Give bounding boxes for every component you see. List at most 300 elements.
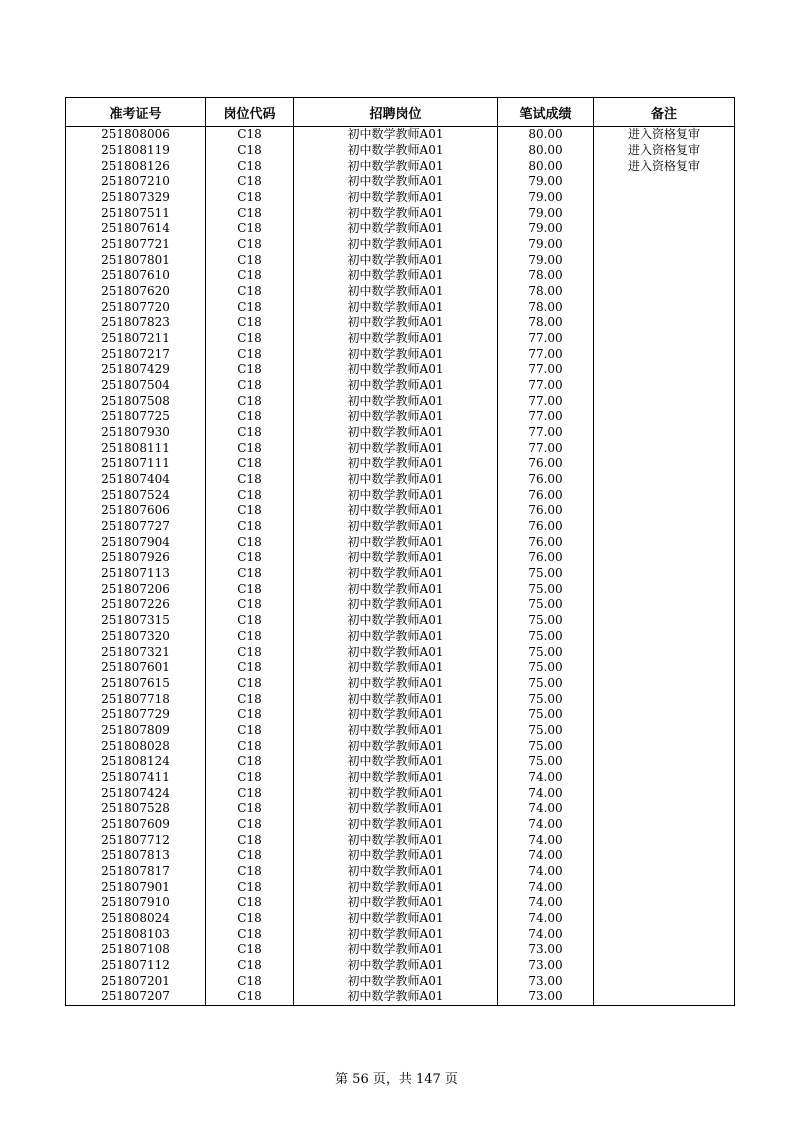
table-row <box>66 566 735 582</box>
cell-exam-id: 251807817 <box>66 864 206 880</box>
cell-position-code: C18 <box>206 895 294 911</box>
cell-exam-id: 251807524 <box>66 487 206 503</box>
cell-position-code: C18 <box>206 456 294 472</box>
table-row <box>66 723 735 739</box>
cell-position-code: C18 <box>206 770 294 786</box>
cell-remark <box>594 785 735 801</box>
cell-position: 初中数学教师A01 <box>294 409 498 425</box>
cell-score: 77.00 <box>498 362 594 378</box>
cell-score: 78.00 <box>498 315 594 331</box>
table-row <box>66 487 735 503</box>
cell-score: 73.00 <box>498 989 594 1005</box>
table-row <box>66 425 735 441</box>
cell-position: 初中数学教师A01 <box>294 284 498 300</box>
cell-position-code: C18 <box>206 660 294 676</box>
cell-score: 74.00 <box>498 817 594 833</box>
cell-remark <box>594 879 735 895</box>
cell-position-code: C18 <box>206 958 294 974</box>
cell-position-code: C18 <box>206 581 294 597</box>
cell-exam-id: 251807206 <box>66 581 206 597</box>
table-row <box>66 299 735 315</box>
cell-score: 80.00 <box>498 143 594 159</box>
cell-position: 初中数学教师A01 <box>294 817 498 833</box>
cell-remark <box>594 472 735 488</box>
cell-score: 79.00 <box>498 252 594 268</box>
cell-remark <box>594 503 735 519</box>
header-position: 招聘岗位 <box>294 98 498 127</box>
cell-score: 74.00 <box>498 848 594 864</box>
table-row <box>66 268 735 284</box>
cell-position: 初中数学教师A01 <box>294 644 498 660</box>
cell-exam-id: 251807610 <box>66 268 206 284</box>
cell-exam-id: 251807210 <box>66 174 206 190</box>
table-row <box>66 550 735 566</box>
cell-position: 初中数学教师A01 <box>294 566 498 582</box>
table-row <box>66 597 735 613</box>
cell-score: 76.00 <box>498 456 594 472</box>
cell-remark <box>594 252 735 268</box>
cell-exam-id: 251808006 <box>66 127 206 143</box>
cell-position: 初中数学教师A01 <box>294 660 498 676</box>
cell-position-code: C18 <box>206 785 294 801</box>
table-row <box>66 864 735 880</box>
cell-score: 77.00 <box>498 331 594 347</box>
cell-position: 初中数学教师A01 <box>294 190 498 206</box>
cell-position: 初中数学教师A01 <box>294 299 498 315</box>
cell-position: 初中数学教师A01 <box>294 487 498 503</box>
cell-position-code: C18 <box>206 440 294 456</box>
cell-exam-id: 251807528 <box>66 801 206 817</box>
cell-position-code: C18 <box>206 566 294 582</box>
table-row <box>66 691 735 707</box>
cell-exam-id: 251807720 <box>66 299 206 315</box>
table-row <box>66 895 735 911</box>
cell-position: 初中数学教师A01 <box>294 676 498 692</box>
cell-exam-id: 251807725 <box>66 409 206 425</box>
table-row <box>66 613 735 629</box>
cell-exam-id: 251807901 <box>66 879 206 895</box>
cell-exam-id: 251807606 <box>66 503 206 519</box>
cell-exam-id: 251807113 <box>66 566 206 582</box>
cell-score: 74.00 <box>498 770 594 786</box>
cell-remark <box>594 723 735 739</box>
cell-position-code: C18 <box>206 644 294 660</box>
cell-score: 76.00 <box>498 503 594 519</box>
table-row <box>66 676 735 692</box>
cell-exam-id: 251807424 <box>66 785 206 801</box>
cell-exam-id: 251807321 <box>66 644 206 660</box>
cell-remark: 进入资格复审 <box>594 143 735 159</box>
cell-position-code: C18 <box>206 926 294 942</box>
cell-score: 74.00 <box>498 895 594 911</box>
cell-position: 初中数学教师A01 <box>294 456 498 472</box>
cell-remark <box>594 832 735 848</box>
cell-score: 75.00 <box>498 644 594 660</box>
cell-score: 75.00 <box>498 738 594 754</box>
cell-position: 初中数学教师A01 <box>294 550 498 566</box>
cell-position-code: C18 <box>206 613 294 629</box>
cell-score: 79.00 <box>498 190 594 206</box>
table-row <box>66 519 735 535</box>
cell-exam-id: 251807112 <box>66 958 206 974</box>
cell-remark <box>594 346 735 362</box>
cell-exam-id: 251807809 <box>66 723 206 739</box>
table-row <box>66 221 735 237</box>
cell-position: 初中数学教师A01 <box>294 425 498 441</box>
cell-position-code: C18 <box>206 378 294 394</box>
cell-remark <box>594 566 735 582</box>
cell-remark <box>594 205 735 221</box>
table-row <box>66 331 735 347</box>
cell-score: 74.00 <box>498 785 594 801</box>
cell-position: 初中数学教师A01 <box>294 378 498 394</box>
table-row <box>66 456 735 472</box>
cell-position-code: C18 <box>206 315 294 331</box>
cell-score: 75.00 <box>498 581 594 597</box>
cell-exam-id: 251807329 <box>66 190 206 206</box>
cell-position: 初中数学教师A01 <box>294 362 498 378</box>
cell-position-code: C18 <box>206 158 294 174</box>
table-row <box>66 581 735 597</box>
cell-position-code: C18 <box>206 143 294 159</box>
cell-exam-id: 251808111 <box>66 440 206 456</box>
cell-exam-id: 251807904 <box>66 534 206 550</box>
cell-score: 76.00 <box>498 550 594 566</box>
cell-exam-id: 251808028 <box>66 738 206 754</box>
cell-score: 78.00 <box>498 268 594 284</box>
cell-exam-id: 251807320 <box>66 629 206 645</box>
cell-remark <box>594 770 735 786</box>
table-row <box>66 409 735 425</box>
cell-position-code: C18 <box>206 801 294 817</box>
cell-position-code: C18 <box>206 832 294 848</box>
cell-score: 79.00 <box>498 174 594 190</box>
cell-position: 初中数学教师A01 <box>294 237 498 253</box>
cell-exam-id: 251807511 <box>66 205 206 221</box>
cell-score: 75.00 <box>498 691 594 707</box>
cell-exam-id: 251807614 <box>66 221 206 237</box>
cell-position: 初中数学教师A01 <box>294 346 498 362</box>
cell-position: 初中数学教师A01 <box>294 158 498 174</box>
cell-score: 73.00 <box>498 942 594 958</box>
table-row <box>66 205 735 221</box>
cell-score: 76.00 <box>498 487 594 503</box>
cell-position-code: C18 <box>206 487 294 503</box>
cell-remark <box>594 817 735 833</box>
table-row <box>66 190 735 206</box>
cell-remark <box>594 629 735 645</box>
cell-score: 77.00 <box>498 393 594 409</box>
header-remark: 备注 <box>594 98 735 127</box>
cell-position-code: C18 <box>206 346 294 362</box>
cell-position-code: C18 <box>206 331 294 347</box>
cell-position-code: C18 <box>206 629 294 645</box>
cell-remark <box>594 221 735 237</box>
cell-position-code: C18 <box>206 425 294 441</box>
cell-remark <box>594 440 735 456</box>
cell-exam-id: 251807712 <box>66 832 206 848</box>
cell-exam-id: 251807504 <box>66 378 206 394</box>
cell-score: 75.00 <box>498 676 594 692</box>
header-row <box>66 98 735 127</box>
cell-remark <box>594 378 735 394</box>
cell-exam-id: 251807211 <box>66 331 206 347</box>
table-row <box>66 707 735 723</box>
table-row <box>66 644 735 660</box>
table-row <box>66 989 735 1005</box>
cell-remark <box>594 613 735 629</box>
cell-position-code: C18 <box>206 205 294 221</box>
table-row <box>66 440 735 456</box>
header-exam-id: 准考证号 <box>66 98 206 127</box>
table-row <box>66 503 735 519</box>
cell-position: 初中数学教师A01 <box>294 770 498 786</box>
table-row <box>66 378 735 394</box>
cell-exam-id: 251808126 <box>66 158 206 174</box>
cell-remark <box>594 801 735 817</box>
cell-remark <box>594 958 735 974</box>
cell-position: 初中数学教师A01 <box>294 926 498 942</box>
cell-remark <box>594 284 735 300</box>
cell-exam-id: 251807729 <box>66 707 206 723</box>
cell-exam-id: 251807111 <box>66 456 206 472</box>
cell-position: 初中数学教师A01 <box>294 973 498 989</box>
cell-exam-id: 251807926 <box>66 550 206 566</box>
cell-position: 初中数学教师A01 <box>294 221 498 237</box>
cell-remark <box>594 895 735 911</box>
cell-remark <box>594 597 735 613</box>
cell-remark <box>594 864 735 880</box>
cell-remark <box>594 268 735 284</box>
cell-position: 初中数学教师A01 <box>294 801 498 817</box>
cell-position-code: C18 <box>206 550 294 566</box>
cell-score: 77.00 <box>498 425 594 441</box>
cell-remark <box>594 926 735 942</box>
cell-exam-id: 251807813 <box>66 848 206 864</box>
cell-position: 初中数学教师A01 <box>294 691 498 707</box>
header-position-code: 岗位代码 <box>206 98 294 127</box>
cell-remark <box>594 550 735 566</box>
cell-position-code: C18 <box>206 534 294 550</box>
cell-position-code: C18 <box>206 190 294 206</box>
table-row <box>66 770 735 786</box>
table-row <box>66 252 735 268</box>
cell-score: 79.00 <box>498 237 594 253</box>
cell-score: 75.00 <box>498 707 594 723</box>
cell-score: 80.00 <box>498 158 594 174</box>
cell-position-code: C18 <box>206 989 294 1005</box>
cell-exam-id: 251807801 <box>66 252 206 268</box>
cell-remark: 进入资格复审 <box>594 158 735 174</box>
cell-remark <box>594 190 735 206</box>
cell-remark <box>594 534 735 550</box>
cell-position-code: C18 <box>206 503 294 519</box>
cell-remark <box>594 456 735 472</box>
cell-position-code: C18 <box>206 879 294 895</box>
table-row <box>66 393 735 409</box>
cell-score: 75.00 <box>498 723 594 739</box>
cell-exam-id: 251807601 <box>66 660 206 676</box>
table-row <box>66 754 735 770</box>
cell-position-code: C18 <box>206 738 294 754</box>
cell-position: 初中数学教师A01 <box>294 143 498 159</box>
cell-position-code: C18 <box>206 252 294 268</box>
cell-position: 初中数学教师A01 <box>294 958 498 974</box>
cell-position-code: C18 <box>206 942 294 958</box>
cell-remark <box>594 409 735 425</box>
table-row <box>66 284 735 300</box>
cell-position-code: C18 <box>206 864 294 880</box>
cell-remark <box>594 237 735 253</box>
cell-position-code: C18 <box>206 393 294 409</box>
cell-position-code: C18 <box>206 519 294 535</box>
cell-position: 初中数学教师A01 <box>294 472 498 488</box>
cell-exam-id: 251807207 <box>66 989 206 1005</box>
cell-score: 76.00 <box>498 519 594 535</box>
cell-score: 75.00 <box>498 754 594 770</box>
cell-remark <box>594 299 735 315</box>
cell-position-code: C18 <box>206 127 294 143</box>
cell-position: 初中数学教师A01 <box>294 315 498 331</box>
cell-score: 77.00 <box>498 440 594 456</box>
cell-exam-id: 251807429 <box>66 362 206 378</box>
cell-exam-id: 251807315 <box>66 613 206 629</box>
cell-position: 初中数学教师A01 <box>294 738 498 754</box>
cell-score: 77.00 <box>498 409 594 425</box>
cell-exam-id: 251807108 <box>66 942 206 958</box>
cell-exam-id: 251807609 <box>66 817 206 833</box>
cell-score: 73.00 <box>498 958 594 974</box>
cell-remark <box>594 660 735 676</box>
cell-remark <box>594 425 735 441</box>
cell-position: 初中数学教师A01 <box>294 785 498 801</box>
cell-position-code: C18 <box>206 754 294 770</box>
table-row <box>66 848 735 864</box>
cell-score: 79.00 <box>498 221 594 237</box>
table-row <box>66 472 735 488</box>
cell-exam-id: 251807718 <box>66 691 206 707</box>
cell-position: 初中数学教师A01 <box>294 754 498 770</box>
cell-exam-id: 251807721 <box>66 237 206 253</box>
cell-exam-id: 251807404 <box>66 472 206 488</box>
cell-position: 初中数学教师A01 <box>294 503 498 519</box>
table-row <box>66 973 735 989</box>
cell-position-code: C18 <box>206 174 294 190</box>
cell-position: 初中数学教师A01 <box>294 393 498 409</box>
cell-remark <box>594 519 735 535</box>
table-row <box>66 942 735 958</box>
table-row <box>66 315 735 331</box>
cell-position-code: C18 <box>206 911 294 927</box>
cell-remark <box>594 911 735 927</box>
cell-score: 74.00 <box>498 832 594 848</box>
score-table <box>65 97 735 1006</box>
table-row <box>66 660 735 676</box>
cell-position-code: C18 <box>206 973 294 989</box>
cell-position: 初中数学教师A01 <box>294 879 498 895</box>
cell-remark <box>594 315 735 331</box>
table-row <box>66 879 735 895</box>
cell-position: 初中数学教师A01 <box>294 205 498 221</box>
page-number: 第 56 页，共 147 页 <box>335 1072 458 1087</box>
cell-remark <box>594 691 735 707</box>
cell-score: 76.00 <box>498 534 594 550</box>
cell-position: 初中数学教师A01 <box>294 942 498 958</box>
cell-position-code: C18 <box>206 597 294 613</box>
cell-position: 初中数学教师A01 <box>294 723 498 739</box>
table-row <box>66 127 735 143</box>
table-row <box>66 958 735 974</box>
cell-score: 73.00 <box>498 973 594 989</box>
cell-position: 初中数学教师A01 <box>294 581 498 597</box>
cell-score: 74.00 <box>498 911 594 927</box>
cell-remark: 进入资格复审 <box>594 127 735 143</box>
cell-score: 76.00 <box>498 472 594 488</box>
table-row <box>66 817 735 833</box>
cell-position: 初中数学教师A01 <box>294 864 498 880</box>
cell-exam-id: 251808124 <box>66 754 206 770</box>
cell-exam-id: 251807226 <box>66 597 206 613</box>
table-row <box>66 738 735 754</box>
cell-score: 75.00 <box>498 566 594 582</box>
cell-remark <box>594 644 735 660</box>
table-row <box>66 534 735 550</box>
cell-exam-id: 251807508 <box>66 393 206 409</box>
cell-remark <box>594 738 735 754</box>
table-row <box>66 346 735 362</box>
cell-position: 初中数学教师A01 <box>294 911 498 927</box>
cell-score: 80.00 <box>498 127 594 143</box>
cell-position: 初中数学教师A01 <box>294 629 498 645</box>
cell-position-code: C18 <box>206 299 294 315</box>
table-row <box>66 362 735 378</box>
cell-score: 77.00 <box>498 346 594 362</box>
cell-position: 初中数学教师A01 <box>294 597 498 613</box>
table-row <box>66 629 735 645</box>
cell-remark <box>594 676 735 692</box>
table-body <box>66 127 735 1006</box>
cell-score: 75.00 <box>498 597 594 613</box>
cell-remark <box>594 362 735 378</box>
cell-position-code: C18 <box>206 676 294 692</box>
table-row <box>66 801 735 817</box>
cell-exam-id: 251807201 <box>66 973 206 989</box>
cell-score: 77.00 <box>498 378 594 394</box>
cell-position-code: C18 <box>206 723 294 739</box>
cell-score: 74.00 <box>498 864 594 880</box>
cell-position: 初中数学教师A01 <box>294 174 498 190</box>
cell-position-code: C18 <box>206 362 294 378</box>
table-row <box>66 832 735 848</box>
table-row <box>66 174 735 190</box>
cell-remark <box>594 331 735 347</box>
cell-position-code: C18 <box>206 268 294 284</box>
cell-position-code: C18 <box>206 221 294 237</box>
table-row <box>66 158 735 174</box>
cell-score: 78.00 <box>498 284 594 300</box>
cell-remark <box>594 174 735 190</box>
cell-score: 78.00 <box>498 299 594 315</box>
cell-position-code: C18 <box>206 284 294 300</box>
cell-position: 初中数学教师A01 <box>294 331 498 347</box>
cell-exam-id: 251807411 <box>66 770 206 786</box>
cell-position-code: C18 <box>206 707 294 723</box>
cell-position-code: C18 <box>206 817 294 833</box>
cell-position: 初中数学教师A01 <box>294 127 498 143</box>
cell-score: 75.00 <box>498 629 594 645</box>
cell-score: 74.00 <box>498 801 594 817</box>
cell-exam-id: 251807823 <box>66 315 206 331</box>
